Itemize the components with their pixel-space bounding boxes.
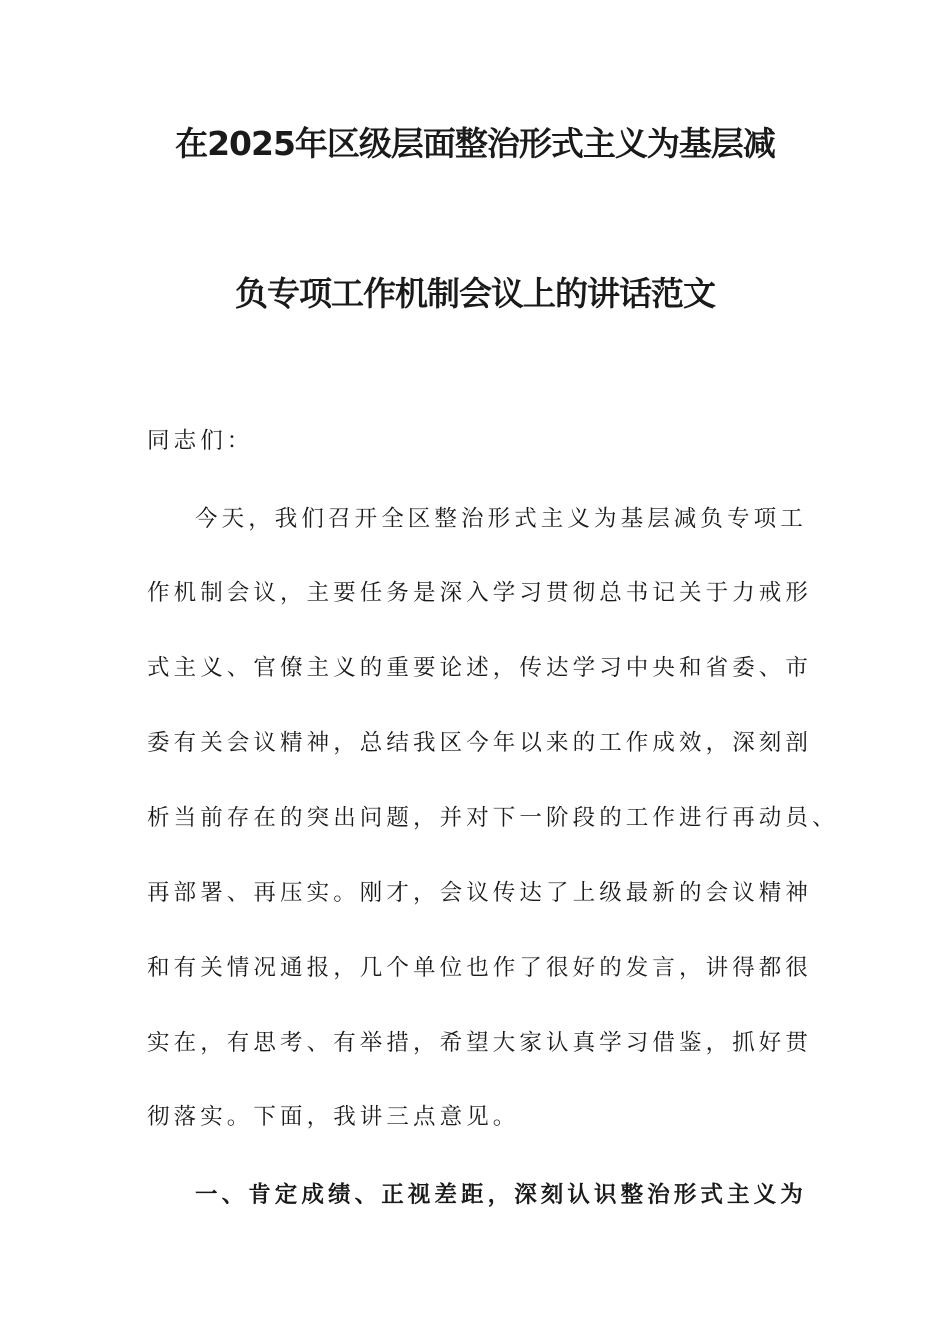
paragraph-line: 式主义、官僚主义的重要论述，传达学习中央和省委、市 xyxy=(147,655,813,681)
section-heading-1: 一、肯定成绩、正视差距，深刻认识整治形式主义为 xyxy=(195,1182,807,1208)
paragraph-line: 析当前存在的突出问题，并对下一阶段的工作进行再动员、 xyxy=(147,805,839,831)
paragraph-line: 和有关情况通报，几个单位也作了很好的发言，讲得都很 xyxy=(147,955,813,981)
paragraph-line: 实在，有思考、有举措，希望大家认真学习借鉴，抓好贯 xyxy=(147,1030,813,1056)
document-title-line-2: 负专项工作机制会议上的讲话范文 xyxy=(235,274,715,313)
salutation: 同志们： xyxy=(147,428,254,454)
paragraph-line: 再部署、再压实。刚才，会议传达了上级最新的会议精神 xyxy=(147,880,813,906)
document-title-line-1: 在2025年区级层面整治形式主义为基层减 xyxy=(175,124,775,163)
paragraph-line: 作机制会议，主要任务是深入学习贯彻总书记关于力戒形 xyxy=(147,580,813,606)
paragraph-line: 今天，我们召开全区整治形式主义为基层减负专项工 xyxy=(195,506,807,532)
paragraph-line: 彻落实。下面，我讲三点意见。 xyxy=(147,1104,520,1130)
paragraph-line: 委有关会议精神，总结我区今年以来的工作成效，深刻剖 xyxy=(147,730,813,756)
